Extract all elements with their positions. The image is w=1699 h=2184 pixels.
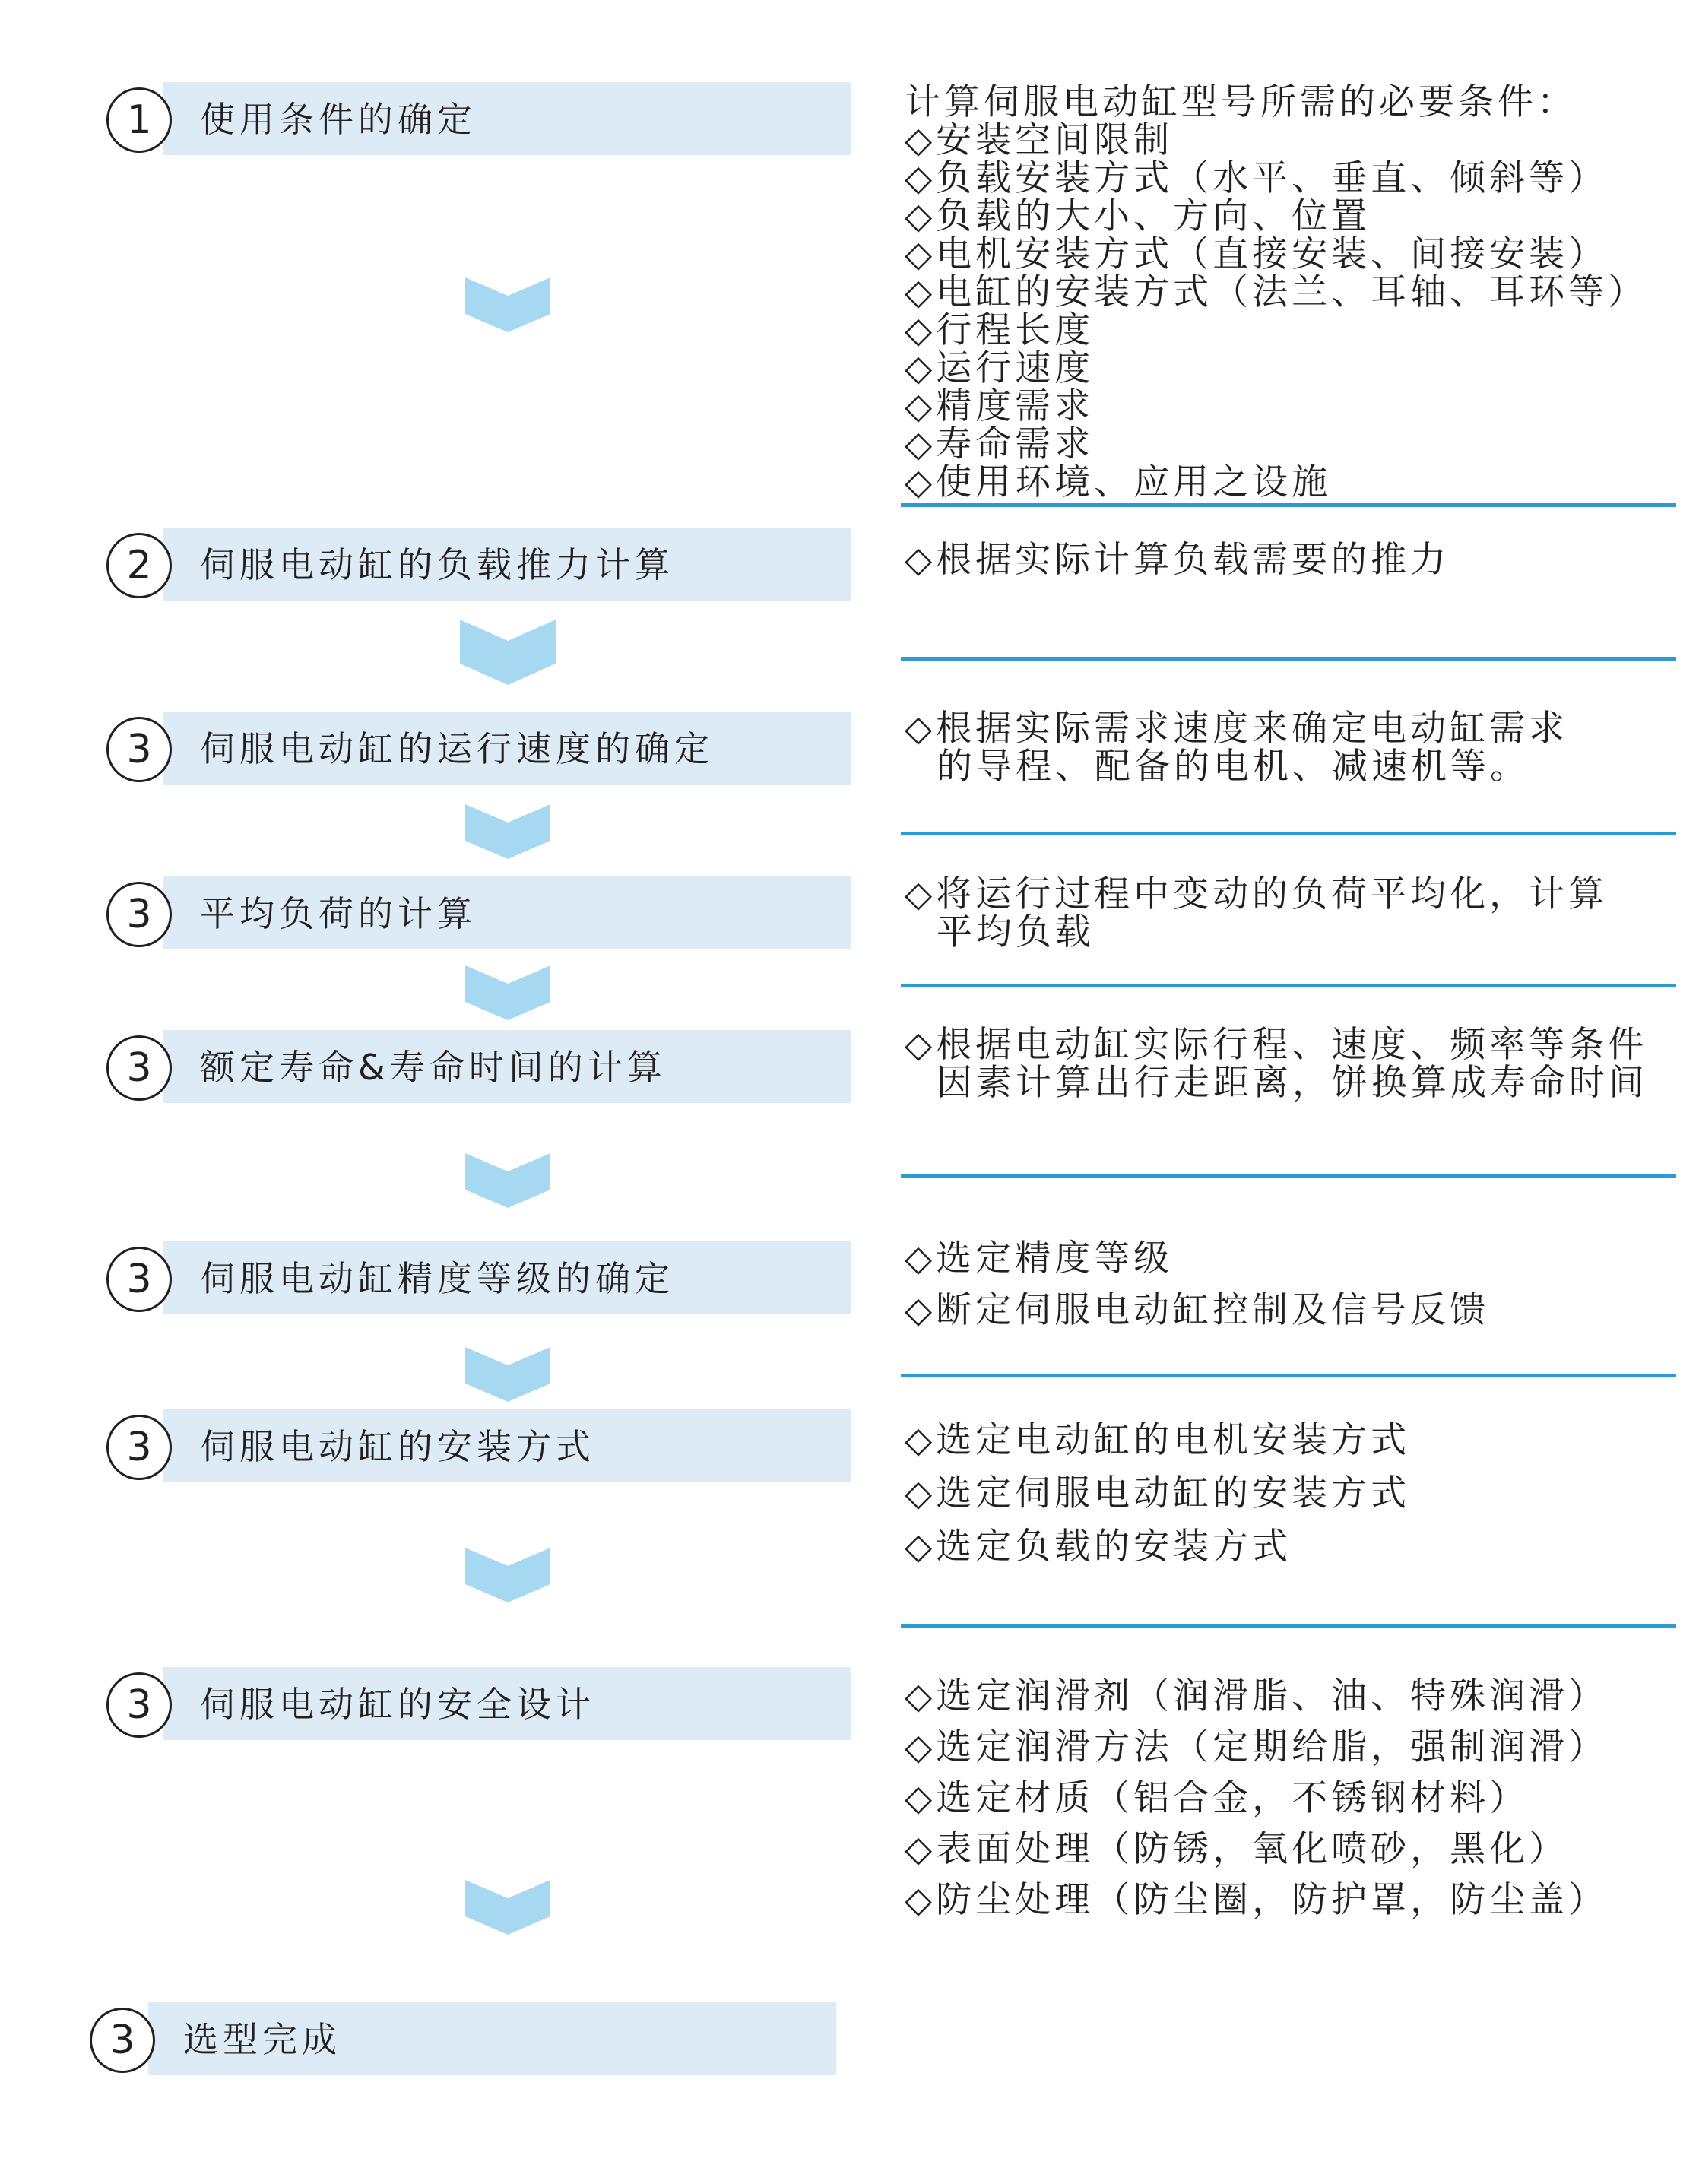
step-label-5: 额定寿命&寿命时间的计算 xyxy=(200,1047,667,1088)
description-2 xyxy=(905,541,1450,579)
description-line: ◇断定伺服电动缸控制及信号反馈 xyxy=(905,1289,1490,1331)
step-number-text: 2 xyxy=(126,543,152,588)
description-line: ◇选定电动缸的电机安装方式 xyxy=(905,1419,1411,1461)
down-arrow-icon xyxy=(465,965,550,1020)
description-line: 平均负载 xyxy=(937,911,1095,953)
down-arrow-icon xyxy=(460,620,556,685)
divider xyxy=(901,1374,1676,1377)
divider xyxy=(901,984,1676,987)
down-arrow-icon xyxy=(465,804,550,859)
step-number-text: 3 xyxy=(126,727,152,772)
description-line: ◇选定材质（铝合金，不锈钢材料） xyxy=(905,1777,1529,1819)
step-number-9 xyxy=(90,2008,155,2073)
step-number-7 xyxy=(106,1415,172,1480)
description-line: ◇防尘处理（防尘圈，防护罩，防尘盖） xyxy=(905,1879,1609,1921)
step-label-4: 平均负荷的计算 xyxy=(200,893,477,934)
description-line: ◇选定负载的安装方式 xyxy=(905,1526,1292,1567)
description-1 xyxy=(905,81,1648,503)
down-arrow-icon xyxy=(465,1880,550,1935)
description-line: 因素计算出行走距离，饼换算成寿命时间 xyxy=(937,1062,1648,1104)
description-3 xyxy=(905,710,1568,786)
description-line: ◇负载的大小、方向、位置 xyxy=(905,195,1371,237)
description-line: 计算伺服电动缸型号所需的必要条件： xyxy=(905,81,1577,123)
description-4 xyxy=(905,873,1609,953)
description-line: ◇寿命需求 xyxy=(905,423,1095,465)
step-number-text: 3 xyxy=(126,1045,152,1091)
description-line: ◇选定精度等级 xyxy=(905,1238,1174,1279)
description-line: ◇根据实际计算负载需要的推力 xyxy=(905,539,1450,581)
description-line: ◇将运行过程中变动的负荷平均化，计算 xyxy=(905,873,1609,915)
divider xyxy=(901,503,1676,507)
step-label-8: 伺服电动缸的安全设计 xyxy=(200,1684,595,1725)
divider xyxy=(901,832,1676,835)
step-number-text: 1 xyxy=(126,97,152,143)
description-line: ◇根据电动缸实际行程、速度、频率等条件 xyxy=(905,1024,1648,1066)
step-number-8 xyxy=(106,1672,172,1738)
step-label-3: 伺服电动缸的运行速度的确定 xyxy=(200,728,714,769)
step-number-text: 3 xyxy=(126,1257,152,1302)
description-line: ◇电缸的安装方式（法兰、耳轴、耳环等） xyxy=(905,271,1648,313)
step-label-2: 伺服电动缸的负载推力计算 xyxy=(200,544,674,585)
step-number-5 xyxy=(106,1035,172,1101)
description-line: ◇选定润滑剂（润滑脂、油、特殊润滑） xyxy=(905,1675,1609,1717)
step-number-4 xyxy=(106,882,172,947)
step-number-text: 3 xyxy=(109,2018,135,2063)
description-line: ◇选定润滑方法（定期给脂，强制润滑） xyxy=(905,1726,1609,1768)
description-line: 的导程、配备的电机、减速机等。 xyxy=(937,746,1529,788)
description-line: ◇选定伺服电动缸的安装方式 xyxy=(905,1472,1411,1514)
description-line: ◇运行速度 xyxy=(905,347,1095,389)
step-label-9: 选型完成 xyxy=(183,2019,341,2060)
step-label-6: 伺服电动缸精度等级的确定 xyxy=(200,1258,674,1299)
description-line: ◇根据实际需求速度来确定电动缸需求 xyxy=(905,708,1569,750)
description-line: ◇负载安装方式（水平、垂直、倾斜等） xyxy=(905,157,1609,199)
description-line: ◇精度需求 xyxy=(905,385,1095,427)
description-8 xyxy=(905,1671,1608,1926)
step-number-6 xyxy=(106,1247,172,1312)
divider xyxy=(901,1174,1676,1178)
description-line: ◇安装空间限制 xyxy=(905,119,1174,161)
description-5 xyxy=(905,1026,1648,1102)
description-line: ◇使用环境、应用之设施 xyxy=(905,461,1332,503)
description-7 xyxy=(905,1414,1410,1574)
step-number-3 xyxy=(106,717,172,782)
step-number-text: 3 xyxy=(126,1682,152,1728)
description-line: ◇行程长度 xyxy=(905,309,1095,351)
step-number-1 xyxy=(106,87,172,153)
down-arrow-icon xyxy=(465,1548,550,1602)
step-label-1: 使用条件的确定 xyxy=(200,99,477,140)
down-arrow-icon xyxy=(465,277,550,332)
step-label-7: 伺服电动缸的安装方式 xyxy=(200,1426,595,1467)
down-arrow-icon xyxy=(465,1153,550,1208)
step-number-2 xyxy=(106,533,172,598)
description-line: ◇表面处理（防锈，氧化喷砂，黑化） xyxy=(905,1828,1569,1870)
step-number-text: 3 xyxy=(126,1425,152,1470)
down-arrow-icon xyxy=(465,1347,550,1402)
divider xyxy=(901,1624,1676,1628)
divider xyxy=(901,657,1676,661)
step-number-text: 3 xyxy=(126,892,152,937)
description-6 xyxy=(905,1233,1489,1336)
description-line: ◇电机安装方式（直接安装、间接安装） xyxy=(905,233,1609,275)
